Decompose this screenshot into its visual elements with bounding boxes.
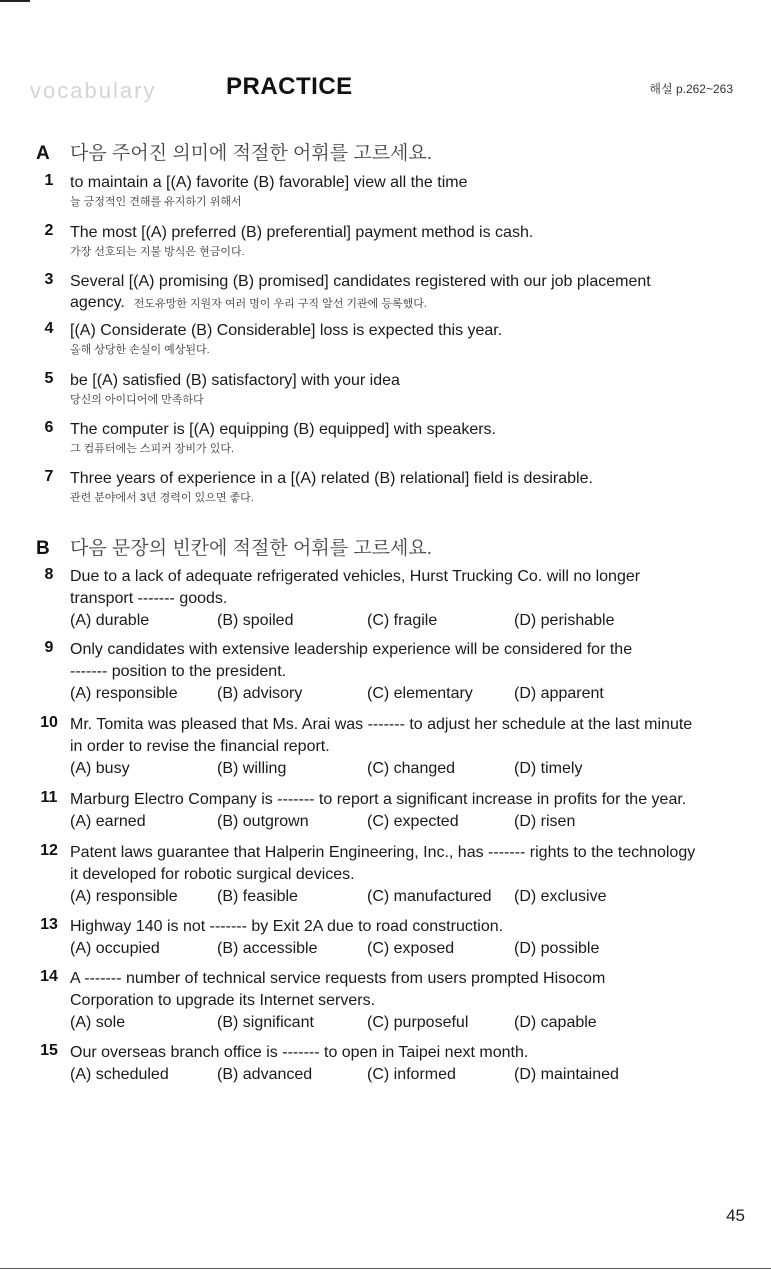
question-number: 4 xyxy=(44,320,54,337)
question-item xyxy=(36,789,756,833)
option-d: (D) apparent xyxy=(514,685,604,702)
question-text: to maintain a [(A) favorite (B) favorable] view all the time xyxy=(70,174,468,191)
question-item xyxy=(36,172,756,211)
faint-header-text: vocabulary xyxy=(30,78,157,103)
option-d: (D) exclusive xyxy=(514,888,607,905)
answer-options xyxy=(70,758,756,780)
question-text: Patent laws guarantee that Halperin Engineering, Inc., has ------- rights to the technology xyxy=(70,844,696,861)
option-c: (C) informed xyxy=(367,1066,456,1083)
page-number: 45 xyxy=(726,1206,745,1225)
question-item xyxy=(36,639,756,705)
question-number: 7 xyxy=(44,468,54,485)
page-title: PRACTICE xyxy=(226,73,353,100)
question-item xyxy=(36,222,756,261)
option-d: (D) timely xyxy=(514,760,583,777)
option-b: (B) feasible xyxy=(217,888,298,905)
question-item xyxy=(36,714,756,780)
question-number: 13 xyxy=(40,916,58,933)
option-a: (A) scheduled xyxy=(70,1066,169,1083)
section-b-instruction: 다음 문장의 빈칸에 적절한 어휘를 고르세요. xyxy=(70,538,433,559)
question-text: Only candidates with extensive leadership experience will be considered for the xyxy=(70,641,633,658)
answer-options xyxy=(70,886,756,908)
korean-meaning: 그 컴퓨터에는 스피커 장비가 있다. xyxy=(70,443,235,455)
question-number: 10 xyxy=(40,714,58,731)
question-text-continued: agency. xyxy=(70,294,125,311)
option-c: (C) exposed xyxy=(367,940,455,957)
question-text: Several [(A) promising (B) promised] candidates registered with our job placement xyxy=(70,273,651,290)
option-a: (A) responsible xyxy=(70,888,178,905)
option-d: (D) perishable xyxy=(514,612,615,629)
question-number: 12 xyxy=(40,842,58,859)
korean-meaning: 가장 선호되는 지불 방식은 현금이다. xyxy=(70,246,245,258)
option-c: (C) elementary xyxy=(367,685,473,702)
answer-options xyxy=(70,1064,756,1086)
question-text: transport ------- goods. xyxy=(70,590,228,607)
question-text: The computer is [(A) equipping (B) equipped] with speakers. xyxy=(70,421,496,438)
option-d: (D) risen xyxy=(514,813,576,830)
question-number: 11 xyxy=(40,789,58,806)
option-b: (B) accessible xyxy=(217,940,318,957)
answer-options xyxy=(70,938,756,960)
question-number: 9 xyxy=(44,639,54,656)
option-c: (C) changed xyxy=(367,760,456,777)
question-number: 5 xyxy=(44,370,54,387)
question-text: Marburg Electro Company is ------- to report a significant increase in profits for the year. xyxy=(70,791,687,808)
question-item xyxy=(36,320,756,359)
question-item xyxy=(36,271,756,315)
option-b: (B) spoiled xyxy=(217,612,294,629)
section-a-heading xyxy=(36,138,432,165)
question-number: 14 xyxy=(40,968,58,985)
answer-options xyxy=(70,610,756,632)
question-text: ------- position to the president. xyxy=(70,663,287,680)
korean-meaning: 올해 상당한 손실이 예상된다. xyxy=(70,344,210,356)
option-b: (B) willing xyxy=(217,760,287,777)
question-text: [(A) Considerate (B) Considerable] loss is expected this year. xyxy=(70,322,503,339)
korean-meaning: 관련 분야에서 3년 경력이 있으면 좋다. xyxy=(70,492,254,504)
question-number: 15 xyxy=(40,1042,58,1059)
question-text: be [(A) satisfied (B) satisfactory] with your idea xyxy=(70,372,400,389)
option-a: (A) earned xyxy=(70,813,146,830)
korean-meaning: 당신의 아이디어에 만족하다 xyxy=(70,394,204,406)
option-b: (B) advanced xyxy=(217,1066,313,1083)
question-item xyxy=(36,419,756,458)
corner-crop-mark xyxy=(0,0,30,2)
question-item xyxy=(36,968,756,1034)
option-d: (D) capable xyxy=(514,1014,597,1031)
question-text: Three years of experience in a [(A) related (B) relational] field is desirable. xyxy=(70,470,593,487)
question-text: The most [(A) preferred (B) preferential] payment method is cash. xyxy=(70,224,534,241)
question-item xyxy=(36,468,756,507)
answer-options xyxy=(70,1012,756,1034)
option-a: (A) durable xyxy=(70,612,150,629)
answer-options xyxy=(70,683,756,705)
question-number: 3 xyxy=(44,271,54,288)
question-number: 2 xyxy=(44,222,54,239)
question-text: A ------- number of technical service requests from users prompted Hisocom xyxy=(70,970,606,987)
question-item xyxy=(36,566,756,632)
option-d: (D) possible xyxy=(514,940,600,957)
section-b-heading xyxy=(36,533,432,560)
question-text: Corporation to upgrade its Internet servers. xyxy=(70,992,376,1009)
question-item xyxy=(36,842,756,908)
question-text: Our overseas branch office is ------- to open in Taipei next month. xyxy=(70,1044,529,1061)
option-b: (B) significant xyxy=(217,1014,314,1031)
question-text: Highway 140 is not ------- by Exit 2A due to road construction. xyxy=(70,918,504,935)
question-number: 8 xyxy=(44,566,54,583)
question-item xyxy=(36,370,756,409)
option-a: (A) busy xyxy=(70,760,130,777)
option-c: (C) fragile xyxy=(367,612,438,629)
section-a-letter: A xyxy=(36,143,50,164)
question-item xyxy=(36,916,756,960)
question-text: in order to revise the financial report. xyxy=(70,738,330,755)
section-a-instruction: 다음 주어진 의미에 적절한 어휘를 고르세요. xyxy=(70,143,433,164)
option-c: (C) manufactured xyxy=(367,888,492,905)
question-number: 1 xyxy=(44,172,54,189)
option-b: (B) advisory xyxy=(217,685,303,702)
answer-options xyxy=(70,811,756,833)
question-text: Mr. Tomita was pleased that Ms. Arai was ------- to adjust her schedule at the last minute xyxy=(70,716,693,733)
question-text: it developed for robotic surgical devices. xyxy=(70,866,355,883)
question-item xyxy=(36,1042,756,1086)
korean-meaning: 전도유망한 지원자 여러 명이 우리 구직 알선 기관에 등록했다. xyxy=(133,298,427,310)
option-c: (C) purposeful xyxy=(367,1014,469,1031)
section-b-letter: B xyxy=(36,538,50,559)
option-c: (C) expected xyxy=(367,813,459,830)
option-a: (A) occupied xyxy=(70,940,160,957)
question-text: Due to a lack of adequate refrigerated vehicles, Hurst Trucking Co. will no longer xyxy=(70,568,641,585)
answer-page-reference: 해설 p.262~263 xyxy=(649,82,733,96)
question-number: 6 xyxy=(44,419,54,436)
korean-meaning: 늘 긍정적인 견해를 유지하기 위해서 xyxy=(70,196,242,208)
option-a: (A) sole xyxy=(70,1014,126,1031)
option-a: (A) responsible xyxy=(70,685,178,702)
option-d: (D) maintained xyxy=(514,1066,619,1083)
bottom-rule xyxy=(0,1268,771,1269)
option-b: (B) outgrown xyxy=(217,813,309,830)
